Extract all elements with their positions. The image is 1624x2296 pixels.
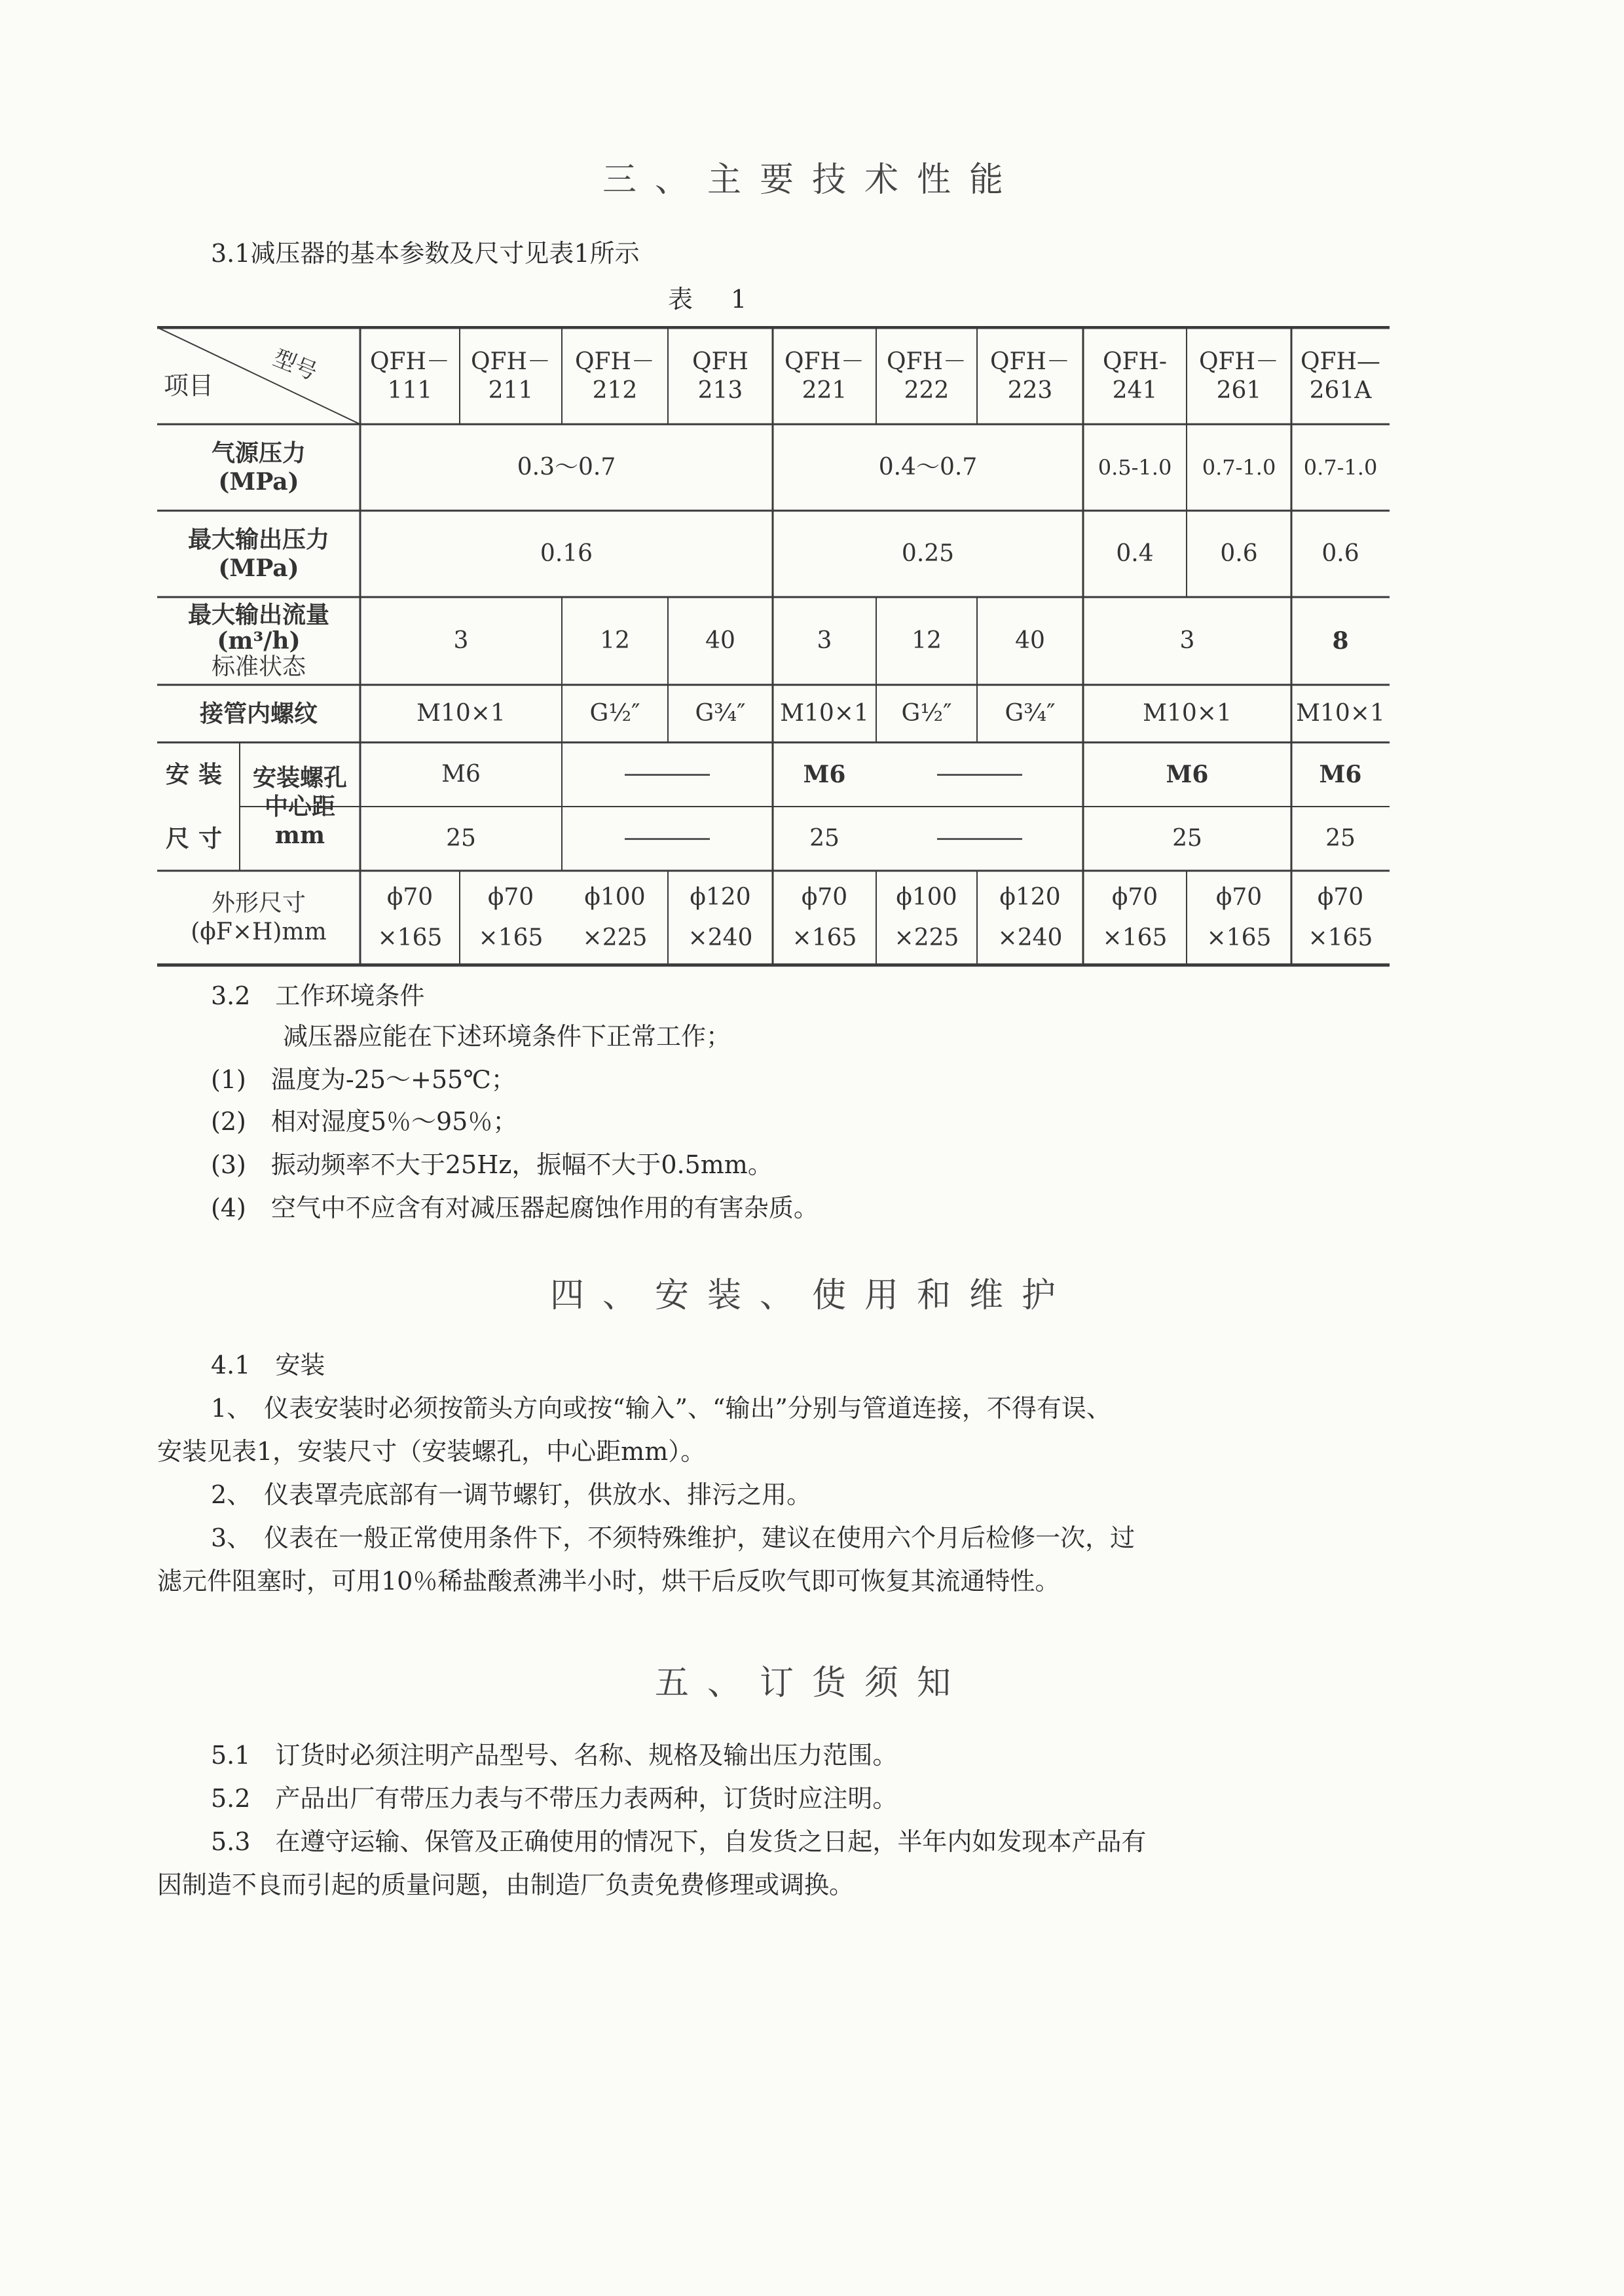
value-cell: 0.4 (1116, 540, 1154, 567)
section5-paragraph: 5.2 产品出厂有带压力表与不带压力表两种，订货时应注明。 (211, 1784, 898, 1813)
dash-cell (876, 742, 1083, 807)
value-cell: M10×1 (780, 700, 869, 727)
value-cell: 0.25 (901, 540, 955, 567)
value-cell: 3 (1179, 627, 1195, 654)
value-cell: 0.7-1.0 (1202, 455, 1276, 480)
row-label-thread: 接管内螺纹 (199, 700, 318, 727)
section3-intro: 3.1减压器的基本参数及尺寸见表1所示 (211, 239, 640, 268)
value-cell: 0.6 (1220, 540, 1258, 567)
row-label-max-output-pressure: 最大输出压力 (MPa) (187, 526, 329, 582)
row-label-install-a: 安装 (165, 761, 231, 788)
model-header: QFH- 241 (1102, 348, 1168, 404)
value-cell: G¾″ (695, 700, 746, 727)
value-cell: ϕ120 ×240 (997, 884, 1063, 951)
value-cell: ϕ100 ×225 (894, 884, 959, 951)
value-cell: M6 (441, 761, 481, 788)
section5-paragraph: 5.3 在遵守运输、保管及正确使用的情况下，自发货之日起，半年内如发现本产品有 (211, 1827, 1147, 1856)
spec-table (157, 326, 1390, 968)
value-cell: G¾″ (1005, 700, 1056, 727)
section4-paragraph: 安装见表1，安装尺寸（安装螺孔，中心距mm）。 (157, 1437, 706, 1466)
model-header: QFH－ 211 (471, 348, 551, 404)
value-cell: ϕ120 ×240 (688, 884, 753, 951)
corner-item-label: 项目 (164, 371, 214, 400)
value-cell: G½″ (589, 700, 640, 727)
value-cell: 0.4～0.7 (878, 454, 978, 481)
value-cell: 25 (446, 825, 476, 852)
section4-paragraph: 1、 仪表安装时必须按箭头方向或按“输入”、“输出”分别与管道连接，不得有误、 (211, 1394, 1111, 1423)
value-cell: 0.16 (540, 540, 593, 567)
value-cell: 25 (1172, 825, 1202, 852)
value-cell: 3 (453, 627, 469, 654)
section5-paragraph: 因制造不良而引起的质量问题，由制造厂负责免费修理或调换。 (157, 1870, 855, 1899)
model-header: QFH－ 223 (990, 348, 1070, 404)
row-label-max-output-flow: 最大输出流量 (m³/h) 标准状态 (187, 601, 329, 680)
model-header: QFH－ 221 (784, 348, 864, 404)
model-header: QFH－ 212 (575, 348, 655, 404)
row-label-outline: 外形尺寸 (ϕF×H)mm (191, 890, 327, 945)
section32-item: (2) 相对湿度5％～95％； (211, 1107, 518, 1136)
value-cell: 12 (600, 627, 630, 654)
value-cell: M6 (1166, 761, 1209, 788)
value-cell: 25 (809, 825, 840, 852)
section32-item: (4) 空气中不应含有对减压器起腐蚀作用的有害杂质。 (211, 1194, 819, 1222)
model-header: QFH— 261A (1301, 348, 1380, 404)
value-cell: 0.6 (1321, 540, 1359, 567)
value-cell: 0.5-1.0 (1098, 455, 1172, 480)
value-cell: G½″ (901, 700, 952, 727)
value-cell: ϕ70 ×165 (377, 884, 443, 951)
value-cell: M10×1 (416, 700, 506, 727)
value-cell: 40 (705, 627, 735, 654)
section4-paragraph: 滤元件阻塞时，可用10％稀盐酸煮沸半小时，烘干后反吹气即可恢复其流通特性。 (157, 1567, 1060, 1595)
value-cell: 0.7-1.0 (1303, 455, 1378, 480)
section32-item: (3) 振动频率不大于25Hz，振幅不大于0.5mm。 (211, 1150, 773, 1179)
value-cell: 0.3～0.7 (517, 454, 616, 481)
section5-heading: 五、订货须知 (654, 1664, 969, 1703)
section4-paragraph: 3、 仪表在一般正常使用条件下，不须特殊维护，建议在使用六个月后检修一次，过 (211, 1523, 1135, 1552)
value-cell: ϕ70 ×165 (792, 884, 857, 951)
section4-sub: 4.1 安装 (211, 1351, 325, 1379)
model-header: QFH－ 111 (370, 348, 450, 404)
value-cell: ϕ70 ×165 (478, 884, 544, 951)
model-header: QFH－ 222 (887, 348, 967, 404)
model-header: QFH－ 261 (1199, 348, 1279, 404)
dash-cell (562, 807, 773, 871)
table-caption: 表 1 (668, 285, 754, 314)
value-cell: ϕ70 ×165 (1308, 884, 1373, 951)
value-cell: ϕ70 ×165 (1206, 884, 1272, 951)
value-cell: 8 (1332, 627, 1349, 655)
value-cell: M10×1 (1296, 700, 1385, 727)
row-label-install-b: 尺寸 (165, 825, 231, 852)
value-cell: 3 (817, 627, 832, 654)
section32-lead: 减压器应能在下述环境条件下正常工作； (283, 1022, 731, 1051)
section5-paragraph: 5.1 订货时必须注明产品型号、名称、规格及输出压力范围。 (211, 1741, 898, 1770)
section4-heading: 四、安装、使用和维护 (549, 1276, 1074, 1315)
value-cell: 25 (1325, 825, 1356, 852)
value-cell: M6 (1319, 761, 1362, 788)
value-cell: 40 (1015, 627, 1045, 654)
dash-cell (562, 742, 773, 807)
value-cell: M10×1 (1143, 700, 1232, 727)
value-cell: 12 (912, 627, 942, 654)
row-label-source-pressure: 气源压力 (MPa) (211, 439, 306, 496)
value-cell: ϕ100 ×225 (582, 884, 648, 951)
section32-title: 3.2 工作环境条件 (211, 981, 425, 1010)
corner-model-label: 型号 (269, 344, 321, 386)
value-cell: ϕ70 ×165 (1102, 884, 1168, 951)
section32-item: (1) 温度为-25～+55℃； (211, 1065, 516, 1094)
model-header: QFH 213 (692, 348, 748, 404)
row-sublabel-install: 安装螺孔 中心距 mm (252, 764, 347, 849)
section3-heading: 三、主要技术性能 (602, 160, 1022, 200)
dash-cell (876, 807, 1083, 871)
section4-paragraph: 2、 仪表罩壳底部有一调节螺钉，供放水、排污之用。 (211, 1480, 812, 1509)
value-cell: M6 (803, 761, 846, 788)
